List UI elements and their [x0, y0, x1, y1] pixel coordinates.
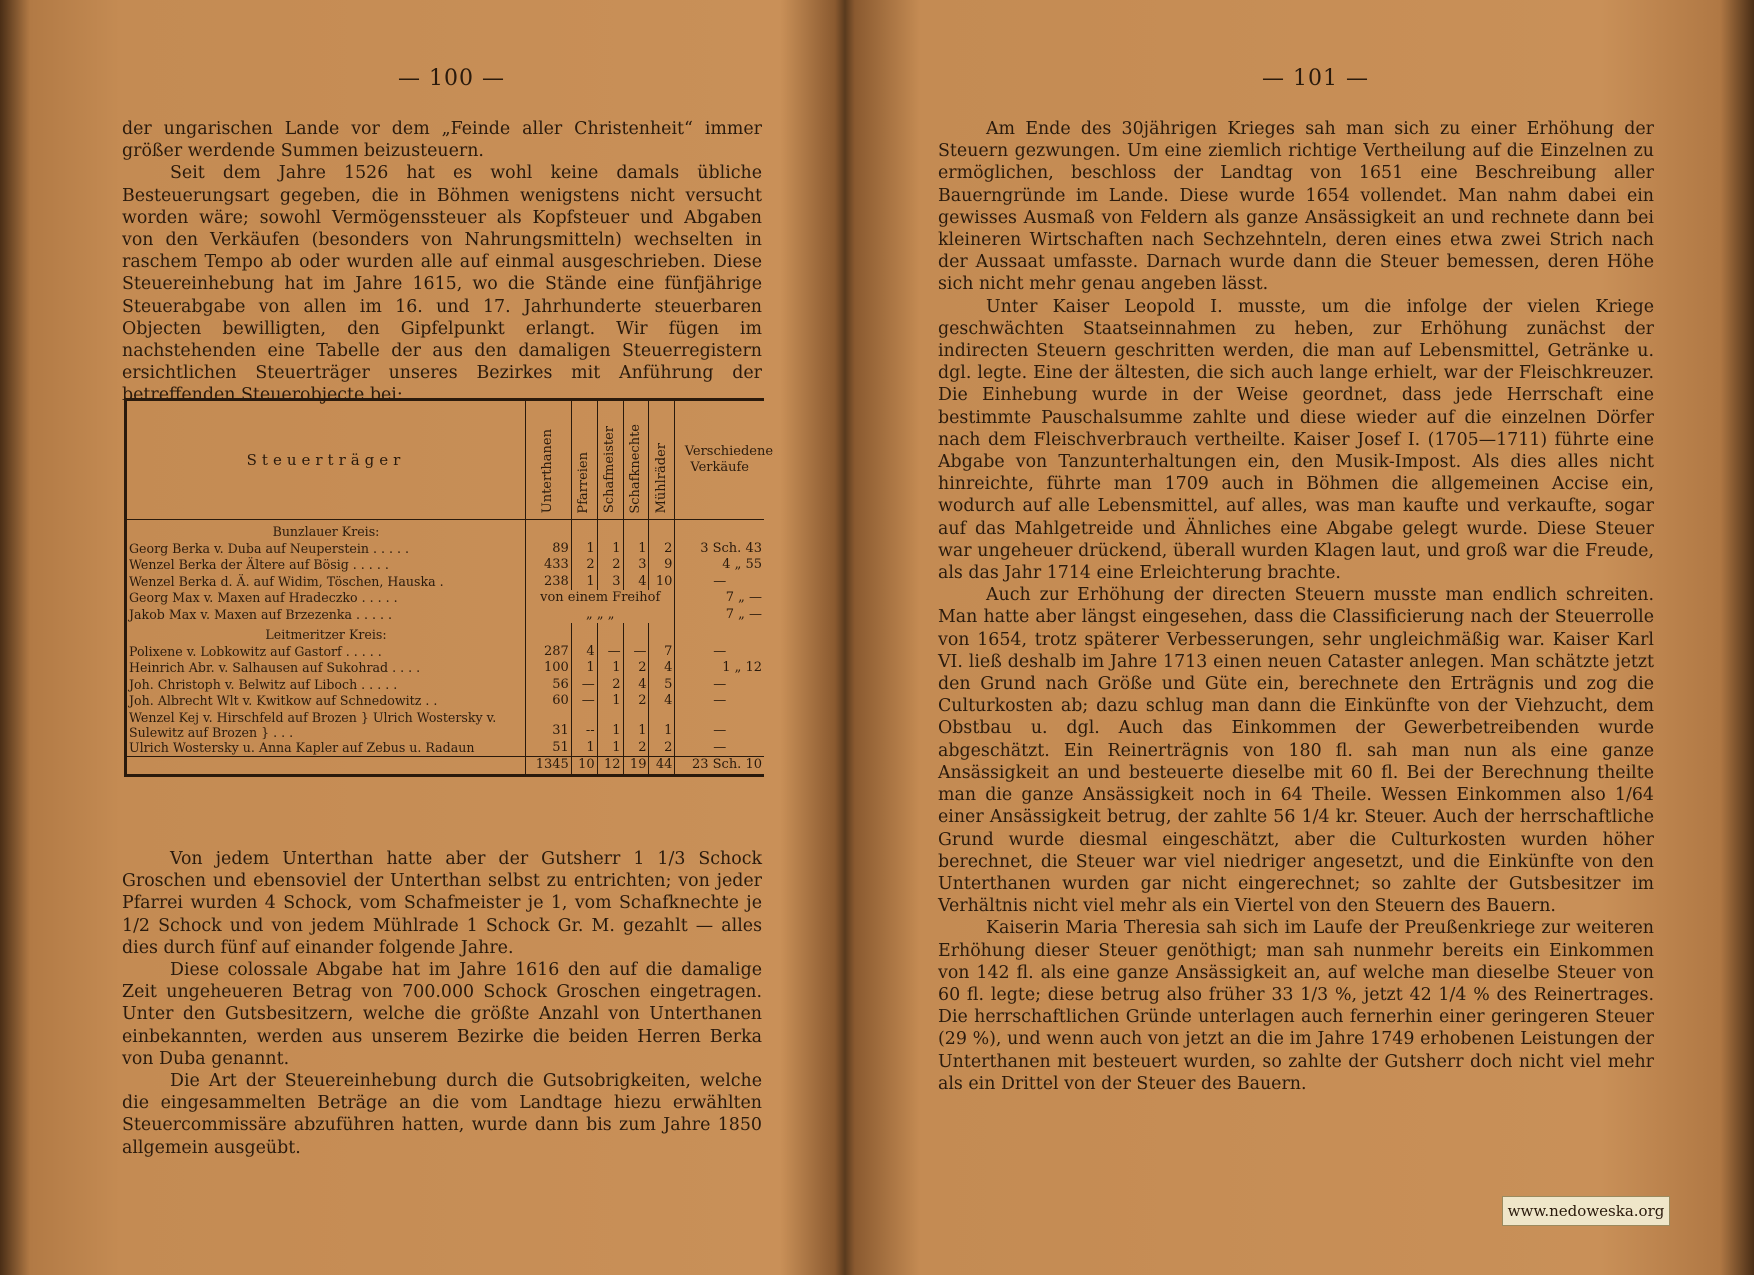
- table-row: Joh. Albrecht Wlt v. Kwitkow auf Schnedowitz . . 60 — 1 2 4 —: [126, 693, 765, 710]
- column-header: Schafknechte: [623, 401, 649, 520]
- table-row: Wenzel Berka d. Ä. auf Widim, Töschen, Hauska . 238 1 3 4 10 —: [126, 574, 765, 591]
- column-header: Schafmeister: [597, 401, 623, 520]
- table-row: Heinrich Abr. v. Salhausen auf Sukohrad . . . . 100 1 1 2 4 1 „ 12: [126, 660, 765, 677]
- table-row: Joh. Christoph v. Belwitz auf Liboch . . . . . 56 — 2 4 5 —: [126, 677, 765, 694]
- table-sum-row: 1345 10 12 19 44 23 Sch. 10: [126, 757, 765, 776]
- table-row: Georg Berka v. Duba auf Neuperstein . . . . . 89 1 1 1 2 3 Sch. 43: [126, 541, 765, 558]
- page-number: — 100 —: [398, 66, 505, 91]
- paragraph: Von jedem Unterthan hatte aber der Gutsherr 1 1/3 Schock Groschen und ebensoviel der Unterthan selbst zu entrichten; von jeder Pfarrei wurden 4 Schock, vom Schafmeister je 1, vom Schafknechte je 1/2 Schock und von jedem Mühlrade 1 Schock Gr. M. gezahlt — alles dies durch fünf auf einander folgende Jahre.: [122, 849, 762, 958]
- body-text: [122, 118, 762, 407]
- table-row: Jakob Max v. Maxen auf Brzezenka . . . . . „ „ „ 7 „ —: [126, 607, 765, 624]
- tax-table: [124, 398, 774, 777]
- column-header: Unterthanen: [526, 401, 572, 520]
- table-row: Wenzel Berka der Ältere auf Bösig . . . . . 433 2 2 3 9 4 „ 55: [126, 557, 765, 574]
- body-text: [938, 118, 1654, 1095]
- paragraph: Auch zur Erhöhung der directen Steuern musste man endlich schreiten. Man hatte aber längst eingesehen, dass die Classificierung nach der Steuerrolle von 1654, trotz späterer Verbesserungen, sehr ungleichmäßig war. Kaiser Karl VI. ließ deshalb im Jahre 1713 einen neuen Cataster anlegen. Man schätzte jetzt den Grund nach Größe und Güte ein, berechnete den Erträgnis und zog die Culturkosten ab; dazu schlug man dann die Einkünfte von der Viehzucht, dem Obstbau u. dgl. Auch das Einkommen der Gewerbetreibenden wurde abgeschätzt. Ein Reinerträgnis von 180 fl. sah man nun als eine ganze Ansässigkeit an und besteuerte dieselbe mit 60 fl. Bei der Berechnung theilte man die ganze Ansässigkeit noch in 64 Theile. Wessen Einkommen also 1/64 einer Ansässigkeit betrug, der zahlte 56 1/4 kr. Steuer. Auch der herrschaftliche Grund wurde diesmal eingeschätzt, aber die Culturkosten wurden höher berechnet, die Steuer war viel niedriger angesetzt, und die Einkünfte von den Unterthanen wurden gar nicht eingerechnet; so zahlte der Gutsbesitzer im Verhältnis nicht viel mehr als ein Viertel von den Steuern des Bauern.: [938, 585, 1654, 917]
- paragraph: der ungarischen Lande vor dem „Feinde aller Christenheit“ immer größer werdende Summen beizusteuern.: [122, 119, 762, 162]
- paragraph: Unter Kaiser Leopold I. musste, um die infolge der vielen Kriege geschwächten Staatseinnahmen zu heben, zur Erhöhung zunächst der indirecten Steuern geschritten werden, die man auf Lebensmittel, Getränke u. dgl. legte. Eine der ältesten, die sich auch lange erhielt, war der Fleischkreuzer. Die Einhebung wurde in der Weise geordnet, dass jede Herrschaft eine bestimmte Pauschalsumme zahlte und diese wieder auf die einzelnen Dörfer nach dem Fleischverbrauch vertheilte. Kaiser Josef I. (1705—1711) führte eine Abgabe von Tanzunterhaltungen ein, den Musik-Impost. Als dies alles nicht hinreichte, führte man 1709 auch in Böhmen die allgemeinen Accise ein, wodurch auf alle Lebensmittel, auf alles, was man kaufte und verkaufte, sogar auf das Mahlgetreide und Ähnliches eine Abgabe gelegt wurde. Diese Steuer war ungeheuer drückend, überall wurden Klagen laut, und groß war die Freude, als das Jahr 1714 eine Erleichterung brachte.: [938, 296, 1654, 584]
- body-text: [122, 848, 762, 1159]
- paragraph: Kaiserin Maria Theresia sah sich im Laufe der Preußenkriege zur weiteren Erhöhung dieser Steuer genöthigt; man sah nunmehr bereits ein Einkommen von 142 fl. als eine ganze Ansässigkeit an, auf welche man dieselbe Steuer von 60 fl. legte; diese betrug also früher 33 1/3 %, jetzt 42 1/4 % des Reinertrages. Die herrschaftlichen Gründe unterlagen auch fernerhin einer geringeren Steuer (29 %), und wenn auch von jetzt an die im Jahre 1749 erhobenen Leistungen der Unterthanen mit besteuert wurden, so zahlte der Gutsherr doch nicht viel mehr als ein Drittel von der Steuer des Bauern.: [938, 918, 1654, 1094]
- column-header: Pfarreien: [571, 401, 597, 520]
- table-group-row: Leitmeritzer Kreis:: [126, 623, 765, 644]
- paragraph: Am Ende des 30jährigen Krieges sah man sich zu einer Erhöhung der Steuern gezwungen. Um eine ziemlich richtige Vertheilung auf die Einzelnen zu ermöglichen, beschloss der Landtag von 1651 eine Beschreibung aller Bauerngründe im Lande. Diese wurde 1654 vollendet. Man nahm dabei ein gewisses Ausmaß von Feldern als ganze Ansässigkeit an und rechnete dann bei kleineren Wirtschaften nach Sechzehnteln, deren eines etwa zwei Strich nach der Aussaat umfasste. Darnach wurde dann die Steuer bemessen, deren Höhe sich nicht mehr genau angeben lässt.: [938, 119, 1654, 295]
- column-header: Verschiedene Verkäufe: [675, 401, 764, 520]
- right-page: [850, 0, 1754, 1275]
- column-header: Mühlräder: [649, 401, 675, 520]
- left-page: [0, 0, 840, 1275]
- table-row: Polixene v. Lobkowitz auf Gastorf . . . . . 287 4 — — 7 —: [126, 644, 765, 661]
- table-row: Wenzel Kej v. Hirschfeld auf Brozen } Ulrich Wostersky v. Sulewitz auf Brozen } . . . 31 -- 1 1 1 —: [126, 710, 765, 740]
- table-group-row: Bunzlauer Kreis:: [126, 520, 765, 541]
- paragraph: Seit dem Jahre 1526 hat es wohl keine damals übliche Besteuerungsart gegeben, die in Böhmen wenigstens nicht versucht worden wäre; sowohl Vermögenssteuer als Kopfsteuer und Abgaben von den Verkäufen (besonders von Nahrungsmitteln) wechselten in raschem Tempo ab oder wurden alle auf einmal ausgeschrieben. Diese Steuereinhebung hat im Jahre 1615, wo die Stände eine fünfjährige Steuerabgabe von allen im 16. und 17. Jahrhunderte steuerbaren Objecten bewilligten, den Gipfelpunkt erlangt. Wir fügen im nachstehenden eine Tabelle der aus den damaligen Steuerregistern ersichtlichen Steuerträger unseres Bezirkes mit Anführung der betreffenden Steuerobjecte bei:: [122, 163, 762, 406]
- table-header-row: [126, 401, 765, 520]
- paragraph: Die Art der Steuereinhebung durch die Gutsobrigkeiten, welche die eingesammelten Beträge an die vom Landtage hiezu erwählten Steuercommissäre abzuführen hatten, wurde dann bis zum Jahre 1850 allgemein ausgeübt.: [122, 1071, 762, 1158]
- column-header: Steuerträger: [126, 401, 526, 520]
- table-row: Ulrich Wostersky u. Anna Kapler auf Zebus u. Radaun 51 1 1 2 2 —: [126, 740, 765, 757]
- page-number: — 101 —: [1262, 66, 1369, 91]
- watermark-label: www.nedoweska.org: [1502, 1196, 1670, 1226]
- paragraph: Diese colossale Abgabe hat im Jahre 1616 den auf die damalige Zeit ungeheueren Betrag von 700.000 Schock Groschen eingetragen. Unter den Gutsbesitzern, welche die größte Anzahl von Unterthanen einbekannten, werden aus unserem Bezirke die beiden Herren Berka von Duba genannt.: [122, 960, 762, 1069]
- table-row: Georg Max v. Maxen auf Hradeczko . . . . . von einem Freihof 7 „ —: [126, 590, 765, 607]
